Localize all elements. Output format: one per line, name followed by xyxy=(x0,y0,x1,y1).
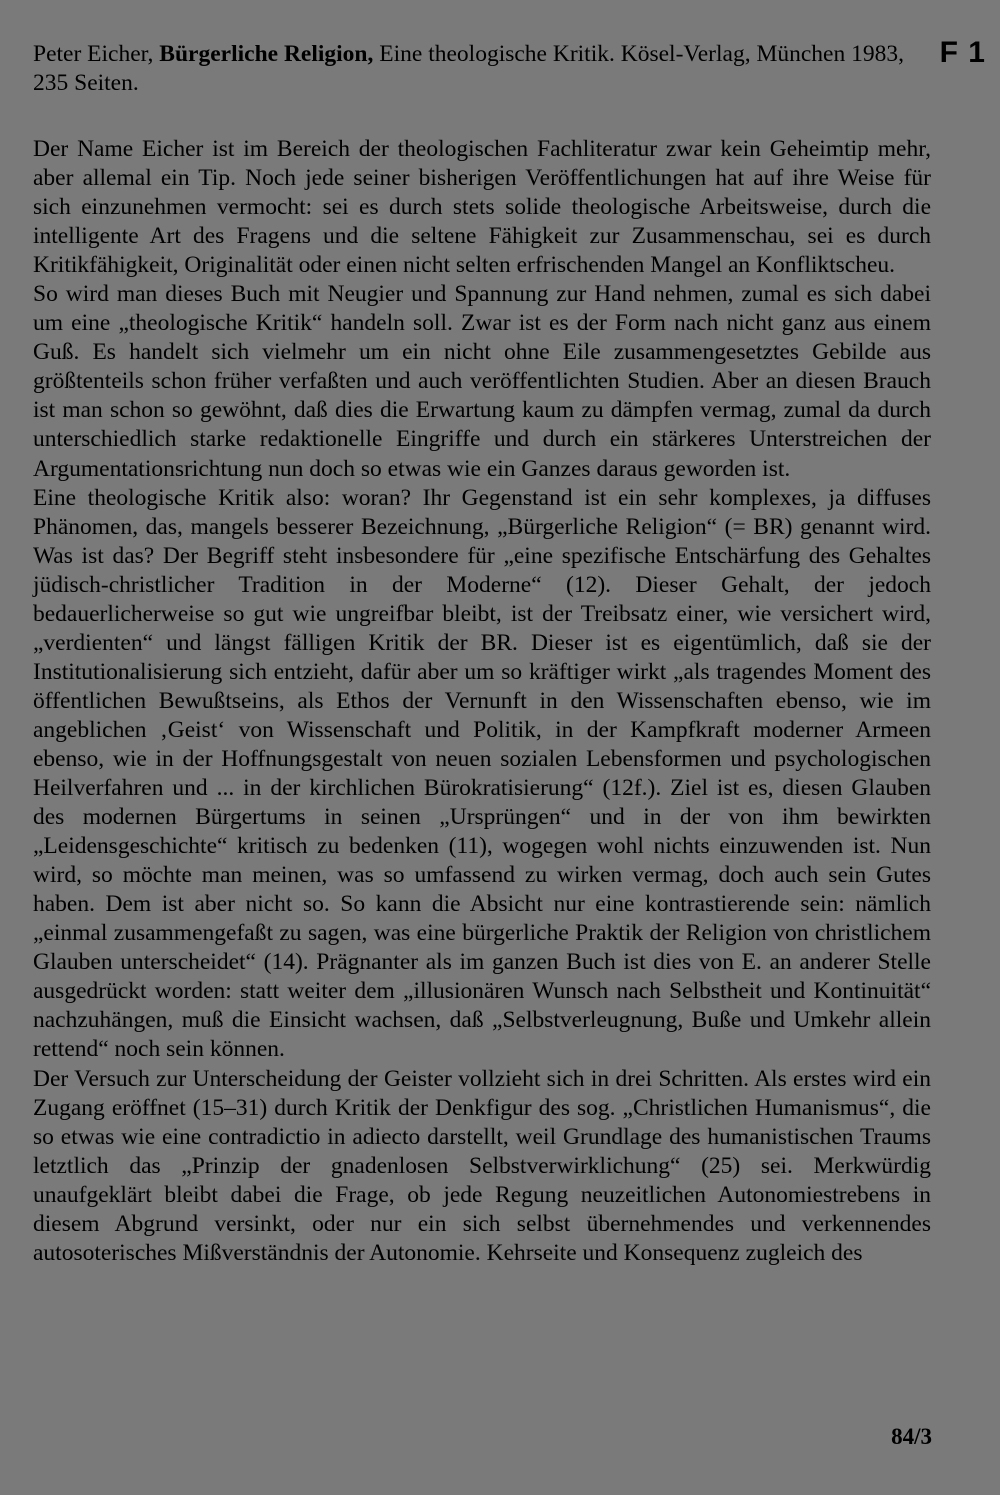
paragraph-1: Der Name Eicher ist im Bereich der theologischen Fachliteratur zwar kein Geheimtip mehr, aber allemal ein Tip. Noch jede seiner bisherigen Veröffentlichungen hat auf ihre Weise für sich einzunehmen vermocht: sei es durch stets solide theologische Arbeitsweise, durch die intelligente Art des Fragens und die seltene Fähigkeit zur Zusammenschau, sei es durch Kritikfähigkeit, Originalität oder einen nicht selten erfrischenden Mangel an Konfliktscheu. xyxy=(33,136,931,279)
page-number: 84/3 xyxy=(891,1424,932,1449)
citation-title: Bürgerliche Religion, xyxy=(159,41,374,67)
citation-details: Eine theologische Kritik. Kösel-Verlag, München 1983, 235 Seiten. xyxy=(33,41,904,96)
paragraph-3: Eine theologische Kritik also: woran? Ihr Gegenstand ist ein sehr komplexes, ja diffuses Phänomen, das, mangels besserer Bezeichnung, „Bürgerliche Religion“ (= BR) genannt wird. Was ist das? Der Begriff steht insbesondere für „eine spezifische Entschärfung des Gehaltes jüdisch-christlicher Tradition in der Moderne“ (12). Dieser Gehalt, der jedoch bedauerlicherweise so gut wie ungreifbar bleibt, ist der Treibsatz einer, wie versichert wird, „verdienten“ und längst fälligen Kritik der BR. Dieser ist es eigentümlich, daß sie der Institutionalisierung sich entzieht, dafür aber um so kräftiger wirkt „als tragendes Moment des öffentlichen Bewußtseins, als Ethos der Vernunft in den Wissenschaften ebenso, wie im angeblichen ‚Geist‘ von Wissenschaft und Politik, in der Kampfkraft moderner Armeen ebenso, wie in der Hoffnungsgestalt von neuen sozialen Lebensformen und psychologischen Heilverfahren und ... in der kirchlichen Bürokratisierung“ (12f.). Ziel ist es, diesen Glauben des modernen Bürgertums in seinen „Ursprüngen“ und in der von ihm bewirkten „Leidensgeschichte“ kritisch zu bedenken (11), wogegen wohl nichts einzuwenden ist. Nun wird, so möchte man meinen, was so umfassend zu wirken vermag, doch auch sein Gutes haben. Dem ist aber nicht so. So kann die Absicht nur eine kontrastierende sein: nämlich „einmal zusammengefaßt zu sagen, was eine bürgerliche Praktik der Religion von christlichem Glauben unterscheidet“ (14). Prägnanter als im ganzen Buch ist dies von E. an anderer Stelle ausgedrückt worden: statt weiter dem „illusionären Wunsch nach Selbstheit und Kontinuität“ nachzuhängen, muß die Einsicht wachsen, daß „Selbstverleugnung, Buße und Umkehr allein rettend“ noch sein können. xyxy=(33,484,931,1063)
citation-header xyxy=(33,40,933,98)
review-body xyxy=(33,135,931,1268)
paragraph-4: Der Versuch zur Unterscheidung der Geister vollzieht sich in drei Schritten. Als erstes wird ein Zugang eröffnet (15–31) durch Kritik der Denkfigur des sog. „Christlichen Humanismus“, die so etwas wie eine contradictio in adiecto darstellt, weil Grundlage des humanistischen Traums letztlich das „Prinzip der gnadenlosen Selbstverwirklichung“ (25) sei. Merkwürdig unaufgeklärt bleibt dabei die Frage, ob jede Regung neuzeitlichen Autonomiestrebens in diesem Abgrund versinkt, oder nur ein sich selbst übernehmendes und verkennendes autosoterisches Mißverständnis der Autonomie. Kehrseite und Konsequenz zugleich des xyxy=(33,1065,931,1266)
corner-label: F 1 xyxy=(939,36,986,69)
citation-author: Peter Eicher, xyxy=(33,41,154,67)
paragraph-2: So wird man dieses Buch mit Neugier und Spannung zur Hand nehmen, zumal es sich dabei um eine „theologische Kritik“ handeln soll. Zwar ist es der Form nach nicht ganz aus einem Guß. Es handelt sich vielmehr um ein nicht ohne Eile zusammengesetztes Gebilde aus größtenteils schon früher verfaßten und auch veröffentlichten Studien. Aber an diesen Brauch ist man schon so gewöhnt, daß dies die Erwartung kaum zu dämpfen vermag, zumal da durch unterschiedlich starke redaktionelle Eingriffe und durch ein stärkeres Unterstreichen der Argumentationsrichtung nun doch so etwas wie ein Ganzes daraus geworden ist. xyxy=(33,281,931,482)
